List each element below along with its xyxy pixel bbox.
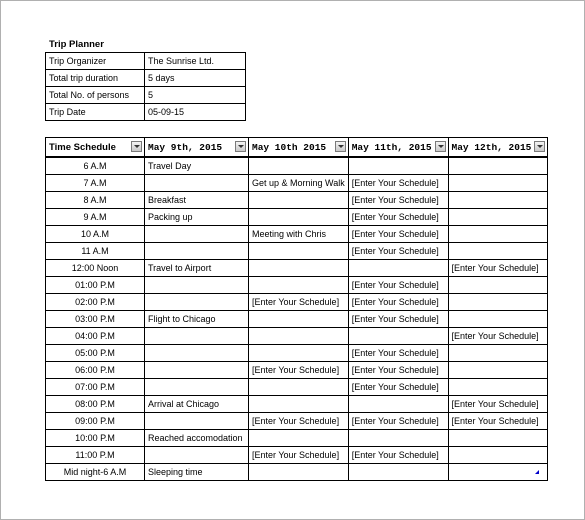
schedule-cell[interactable] (145, 175, 249, 192)
schedule-cell[interactable]: Travel Day (145, 157, 249, 175)
schedule-cell[interactable] (448, 277, 548, 294)
table-row (46, 345, 548, 362)
info-label[interactable]: Total trip duration (46, 70, 145, 87)
time-cell[interactable]: 10:00 P.M (46, 430, 145, 447)
schedule-cell[interactable]: [Enter Your Schedule] (448, 328, 548, 345)
table-row (46, 430, 548, 447)
schedule-cell[interactable]: [Enter Your Schedule] (249, 413, 349, 430)
schedule-cell[interactable] (448, 345, 548, 362)
filter-dropdown-icon[interactable] (435, 141, 446, 152)
schedule-cell[interactable] (348, 328, 448, 345)
page-title: Trip Planner (49, 39, 104, 50)
schedule-cell[interactable]: [Enter Your Schedule] (348, 243, 448, 260)
time-cell[interactable]: 7 A.M (46, 175, 145, 192)
info-row (46, 70, 246, 87)
schedule-cell[interactable]: [Enter Your Schedule] (348, 345, 448, 362)
schedule-cell[interactable]: [Enter Your Schedule] (348, 192, 448, 209)
schedule-cell[interactable] (249, 277, 349, 294)
info-row (46, 87, 246, 104)
schedule-cell[interactable] (348, 464, 448, 481)
column-header-label: Time Schedule (49, 141, 116, 153)
filter-dropdown-icon[interactable] (235, 141, 246, 152)
schedule-body (46, 157, 548, 481)
time-cell[interactable]: 8 A.M (46, 192, 145, 209)
table-row (46, 209, 548, 226)
schedule-cell[interactable]: [Enter Your Schedule] (348, 209, 448, 226)
column-header-day2[interactable] (249, 138, 349, 158)
schedule-cell[interactable] (145, 379, 249, 396)
schedule-cell[interactable] (145, 447, 249, 464)
schedule-cell[interactable] (448, 209, 548, 226)
info-value[interactable]: 5 (145, 87, 246, 104)
time-cell[interactable]: 05:00 P.M (46, 345, 145, 362)
schedule-cell[interactable] (145, 413, 249, 430)
schedule-cell[interactable] (145, 362, 249, 379)
schedule-table (45, 137, 548, 481)
filter-dropdown-icon[interactable] (335, 141, 346, 152)
table-row (46, 311, 548, 328)
schedule-cell[interactable]: [Enter Your Schedule] (448, 260, 548, 277)
column-header-label: May 12th, 2015 (451, 141, 532, 153)
time-cell[interactable]: Mid night-6 A.M (46, 464, 145, 481)
schedule-cell[interactable]: Sleeping time (145, 464, 249, 481)
time-cell[interactable]: 12:00 Noon (46, 260, 145, 277)
time-cell[interactable]: 11 A.M (46, 243, 145, 260)
info-row (46, 104, 246, 121)
schedule-cell[interactable]: [Enter Your Schedule] (348, 226, 448, 243)
schedule-cell[interactable] (145, 345, 249, 362)
schedule-cell[interactable]: Packing up (145, 209, 249, 226)
info-label[interactable]: Trip Date (46, 104, 145, 121)
table-row (46, 294, 548, 311)
schedule-cell[interactable]: Get up & Morning Walk (249, 175, 349, 192)
column-header-label: May 10th 2015 (252, 141, 327, 153)
time-cell[interactable]: 9 A.M (46, 209, 145, 226)
info-label[interactable]: Total No. of persons (46, 87, 145, 104)
schedule-cell[interactable]: [Enter Your Schedule] (348, 413, 448, 430)
schedule-cell[interactable] (448, 226, 548, 243)
schedule-cell[interactable] (448, 157, 548, 175)
schedule-cell[interactable]: [Enter Your Schedule] (249, 447, 349, 464)
schedule-cell[interactable] (249, 345, 349, 362)
schedule-cell[interactable]: [Enter Your Schedule] (448, 396, 548, 413)
schedule-cell[interactable]: Breakfast (145, 192, 249, 209)
schedule-cell[interactable] (249, 464, 349, 481)
table-resize-handle[interactable] (535, 470, 539, 474)
table-row (46, 277, 548, 294)
table-row (46, 192, 548, 209)
schedule-cell[interactable] (348, 396, 448, 413)
schedule-cell[interactable]: Arrival at Chicago (145, 396, 249, 413)
schedule-cell[interactable] (448, 192, 548, 209)
info-value[interactable]: 5 days (145, 70, 246, 87)
schedule-cell[interactable] (448, 379, 548, 396)
schedule-cell[interactable] (145, 226, 249, 243)
schedule-cell[interactable] (348, 430, 448, 447)
schedule-cell[interactable]: [Enter Your Schedule] (348, 379, 448, 396)
schedule-cell[interactable] (249, 260, 349, 277)
schedule-header-row (46, 138, 548, 158)
time-cell[interactable]: 04:00 P.M (46, 328, 145, 345)
schedule-cell[interactable]: [Enter Your Schedule] (348, 277, 448, 294)
schedule-cell[interactable]: [Enter Your Schedule] (348, 362, 448, 379)
schedule-cell[interactable] (348, 157, 448, 175)
schedule-cell[interactable] (448, 311, 548, 328)
schedule-cell[interactable]: [Enter Your Schedule] (249, 294, 349, 311)
info-value[interactable]: The Sunrise Ltd. (145, 53, 246, 70)
time-cell[interactable]: 08:00 P.M (46, 396, 145, 413)
schedule-cell[interactable] (249, 396, 349, 413)
schedule-cell[interactable]: Travel to Airport (145, 260, 249, 277)
info-row (46, 53, 246, 70)
schedule-cell[interactable] (448, 447, 548, 464)
time-cell[interactable]: 02:00 P.M (46, 294, 145, 311)
info-label[interactable]: Trip Organizer (46, 53, 145, 70)
table-row (46, 362, 548, 379)
time-cell[interactable]: 06:00 P.M (46, 362, 145, 379)
table-row (46, 447, 548, 464)
schedule-cell[interactable]: [Enter Your Schedule] (348, 294, 448, 311)
schedule-cell[interactable] (448, 243, 548, 260)
schedule-cell[interactable]: Flight to Chicago (145, 311, 249, 328)
schedule-cell[interactable] (348, 260, 448, 277)
column-header-label: May 9th, 2015 (148, 141, 223, 153)
table-row (46, 396, 548, 413)
schedule-cell[interactable] (249, 209, 349, 226)
schedule-cell[interactable] (448, 464, 548, 481)
time-cell[interactable]: 01:00 P.M (46, 277, 145, 294)
schedule-cell[interactable] (145, 328, 249, 345)
table-row (46, 464, 548, 481)
schedule-cell[interactable] (448, 430, 548, 447)
table-row (46, 328, 548, 345)
table-row (46, 413, 548, 430)
schedule-cell[interactable] (249, 328, 349, 345)
table-row (46, 157, 548, 175)
column-header-label: May 11th, 2015 (351, 141, 432, 153)
schedule-cell[interactable]: Reached accomodation (145, 430, 249, 447)
column-header-day1[interactable] (145, 138, 249, 158)
column-header-time[interactable] (46, 138, 145, 158)
table-row (46, 379, 548, 396)
table-row (46, 175, 548, 192)
schedule-cell[interactable] (249, 192, 349, 209)
table-row (46, 260, 548, 277)
schedule-cell[interactable]: Meeting with Chris (249, 226, 349, 243)
schedule-cell[interactable] (145, 294, 249, 311)
table-row (46, 243, 548, 260)
schedule-cell[interactable]: [Enter Your Schedule] (348, 175, 448, 192)
column-header-day3[interactable] (348, 138, 448, 158)
info-value[interactable]: 05-09-15 (145, 104, 246, 121)
schedule-cell[interactable]: [Enter Your Schedule] (348, 447, 448, 464)
time-cell[interactable]: 03:00 P.M (46, 311, 145, 328)
schedule-cell[interactable] (249, 430, 349, 447)
schedule-cell[interactable] (249, 243, 349, 260)
time-cell[interactable]: 11:00 P.M (46, 447, 145, 464)
filter-dropdown-icon[interactable] (534, 141, 545, 152)
schedule-cell[interactable]: [Enter Your Schedule] (348, 311, 448, 328)
time-cell[interactable]: 10 A.M (46, 226, 145, 243)
schedule-cell[interactable] (249, 157, 349, 175)
column-header-day4[interactable] (448, 138, 548, 158)
schedule-cell[interactable]: [Enter Your Schedule] (249, 362, 349, 379)
filter-dropdown-icon[interactable] (131, 141, 142, 152)
time-cell[interactable]: 07:00 P.M (46, 379, 145, 396)
time-cell[interactable]: 6 A.M (46, 157, 145, 175)
schedule-cell[interactable] (249, 379, 349, 396)
schedule-cell[interactable] (448, 175, 548, 192)
schedule-cell[interactable]: [Enter Your Schedule] (448, 413, 548, 430)
schedule-cell[interactable] (448, 362, 548, 379)
trip-info-table (45, 52, 246, 121)
schedule-cell[interactable] (448, 294, 548, 311)
schedule-cell[interactable] (249, 311, 349, 328)
time-cell[interactable]: 09:00 P.M (46, 413, 145, 430)
schedule-cell[interactable] (145, 277, 249, 294)
table-row (46, 226, 548, 243)
schedule-cell[interactable] (145, 243, 249, 260)
